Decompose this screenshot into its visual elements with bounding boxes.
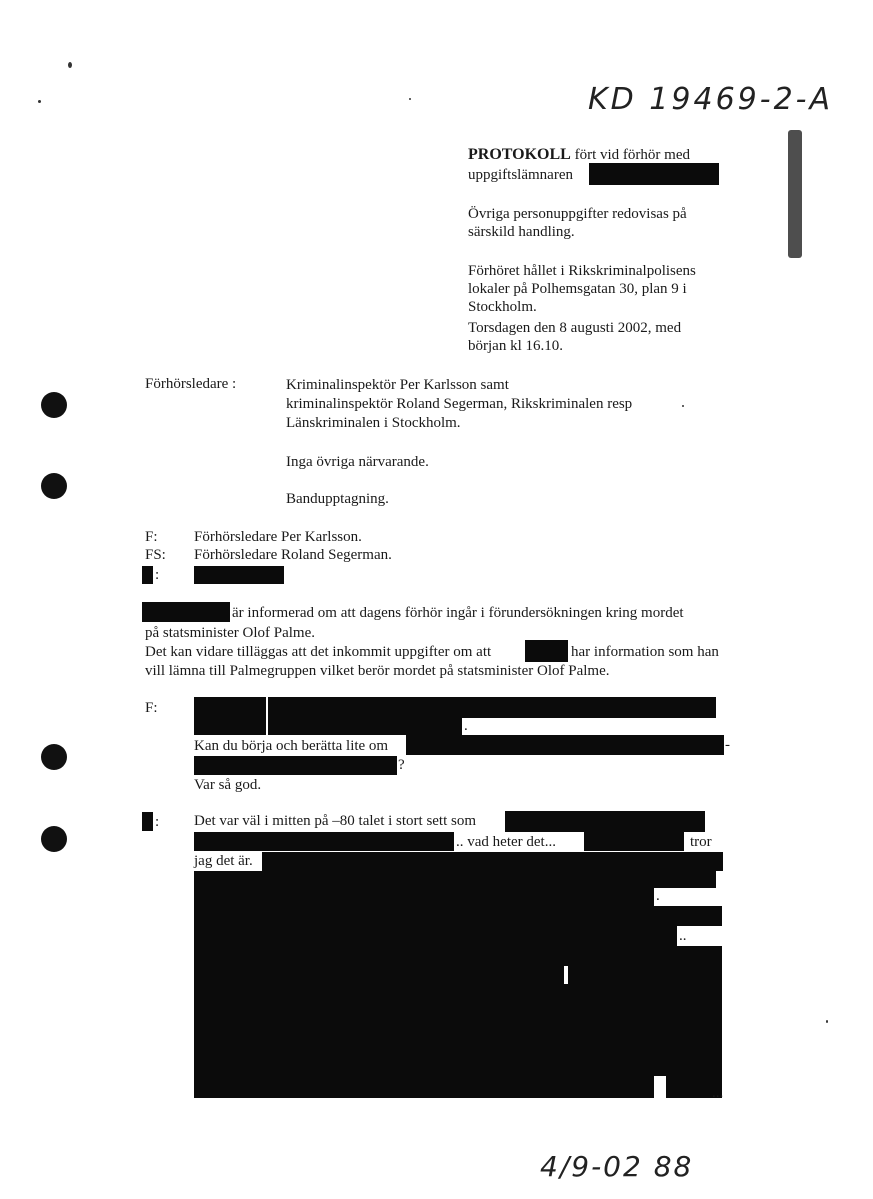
question-label: F:: [145, 700, 158, 716]
intro-line: har information som han: [571, 644, 719, 660]
location-line: början kl 16.10.: [468, 338, 563, 354]
intro-line: på statsminister Olof Palme.: [145, 625, 315, 641]
protocol-subject: uppgiftslämnaren: [468, 167, 573, 183]
file-tab-marker: [788, 130, 802, 258]
answer-line: Det var väl i mitten på –80 talet i stort sett som: [194, 813, 477, 829]
speaker-code: :: [155, 567, 160, 583]
punch-hole: [41, 473, 67, 499]
intro-line: är informerad om att dagens förhör ingår i förundersökningen kring mordet: [232, 605, 684, 621]
redaction-box: [584, 832, 684, 851]
redaction-box: [194, 566, 284, 584]
redaction-box: [194, 756, 397, 775]
redaction-box: [268, 718, 462, 735]
redaction-box: [142, 812, 153, 831]
no-others-note: Inga övriga närvarande.: [286, 454, 429, 470]
redaction-box: [505, 811, 705, 832]
intro-line: Det kan vidare tilläggas att det inkommit uppgifter om att: [145, 644, 492, 660]
redaction-box: [525, 640, 568, 662]
speck: [682, 405, 684, 407]
speaker-code: FS:: [145, 547, 166, 563]
leaders-label: Förhörsledare :: [145, 376, 237, 392]
answer-ellipsis: ..: [679, 928, 687, 944]
protocol-title-bold: PROTOKOLL: [468, 146, 571, 163]
redaction-box: [589, 163, 719, 185]
redaction-box: [194, 1076, 654, 1098]
redaction-box: [194, 871, 716, 888]
redaction-box: [142, 566, 153, 584]
answer-fragment: tror: [690, 834, 712, 850]
protocol-title: [468, 146, 690, 164]
leaders-line: kriminalinspektör Roland Segerman, Rikskriminalen resp: [286, 396, 633, 412]
date-handwritten: 4/9-02 88: [540, 1150, 694, 1183]
redaction-box: [194, 984, 722, 1076]
answer-fragment: .. vad heter det...: [456, 834, 556, 850]
speck: [826, 1020, 828, 1023]
punch-hole: [41, 744, 67, 770]
question-mark: ?: [398, 757, 405, 773]
redaction-box: [194, 697, 266, 735]
speck: [38, 100, 41, 103]
redaction-box: [406, 735, 724, 755]
speaker-name: Förhörsledare Roland Segerman.: [194, 547, 392, 563]
location-line: Förhöret hållet i Rikskriminalpolisens: [468, 263, 696, 279]
leaders-line: Kriminalinspektör Per Karlsson samt: [286, 377, 509, 393]
redaction-box: [262, 852, 723, 871]
redaction-box: [194, 946, 722, 966]
punch-hole: [41, 392, 67, 418]
redaction-box: [194, 906, 722, 926]
redaction-box: [194, 888, 654, 906]
location-line: lokaler på Polhemsgatan 30, plan 9 i: [468, 281, 687, 297]
speck: [68, 62, 72, 68]
redaction-box: [194, 832, 454, 851]
protocol-title-rest: fört vid förhör med: [574, 147, 690, 163]
redaction-box: [142, 602, 230, 622]
intro-line: vill lämna till Palmegruppen vilket berör mordet på statsminister Olof Palme.: [145, 663, 610, 679]
redaction-box: [268, 697, 716, 718]
location-line: Torsdagen den 8 augusti 2002, med: [468, 320, 682, 336]
answer-ellipsis: ...: [712, 1085, 724, 1101]
speaker-name: Förhörsledare Per Karlsson.: [194, 529, 362, 545]
case-number-handwritten: KD 19469-2-A: [588, 82, 834, 117]
question-dot: .: [464, 718, 468, 734]
question-line: Kan du börja och berätta lite om: [194, 738, 389, 754]
leaders-line: Länskriminalen i Stockholm.: [286, 415, 461, 431]
redaction-box: [194, 966, 564, 984]
answer-line: jag det är.: [194, 853, 253, 869]
personal-info-line: särskild handling.: [468, 224, 575, 240]
speck: [409, 98, 411, 100]
question-dash: -: [725, 737, 730, 753]
question-line: Var så god.: [194, 777, 262, 793]
answer-label: :: [155, 814, 160, 830]
recording-note: Bandupptagning.: [286, 491, 389, 507]
location-line: Stockholm.: [468, 299, 537, 315]
personal-info-line: Övriga personuppgifter redovisas på: [468, 206, 687, 222]
redaction-box: [568, 966, 722, 984]
punch-hole: [41, 826, 67, 852]
speaker-code: F:: [145, 529, 158, 545]
answer-dot: .: [656, 888, 660, 904]
redaction-box: [194, 926, 677, 946]
